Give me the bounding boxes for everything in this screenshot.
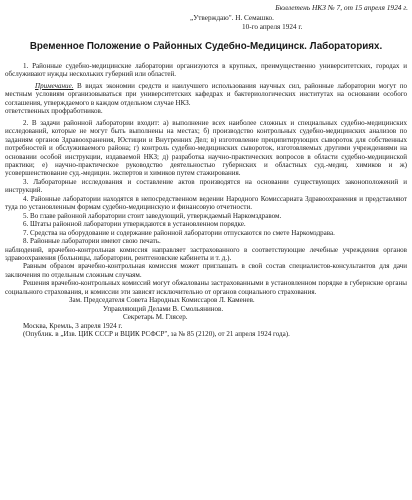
note-tail: ответственных профработников. (5, 107, 103, 116)
document-title: Временное Положение о Районных Судебно-Медицинск. Лабораториях. (29, 41, 383, 52)
note-label: Примечание. (35, 81, 74, 90)
running-header: Бюллетень НКЗ № 7, от 15 апреля 1924 г. (275, 3, 408, 12)
note-text: В видах экономии средств и наилучшего использования научных сил, районные лаборатории могут по местным условиям организовываться при университетских кафедрах и бактериологических институтах на основании особого соглашения, утверждаемого в каждом отдельном случае НКЗ. (5, 81, 407, 107)
paragraph-8: 8. Районные лаборатории имеют свою печать. (23, 237, 161, 246)
paragraph-1: 1. Районные судебно-медицинские лаборатории организуются в крупных, преимущественно университетских, городах и обслуживают нужды нескольких губерний или областей. (5, 62, 407, 79)
continuation-2: Равным образом врачебно-контрольная комиссия может приглашать в свой состав специалистов-консультантов для дачи заключения по отдельным сложным случаям. (5, 262, 407, 279)
approval-line: „Утверждаю". Н. Семашко. (190, 14, 274, 22)
signature-deputy-chair: Зам. Председателя Совета Народных Комиссаров Л. Каменев. (69, 296, 255, 305)
publication-note: (Опублик. в „Изв. ЦИК СССР и ВЦИК РСФСР", за № 85 (2120), от 21 апреля 1924 года). (23, 330, 290, 339)
approval-stamp (190, 14, 400, 31)
note-paragraph (5, 82, 407, 107)
signature-secretary: Секретарь М. Глясер. (123, 313, 188, 322)
signature-business-manager: Управляющий Делами В. Смольянинов. (103, 304, 224, 313)
continuation-1: наблюдений, врачебно-контрольная комиссия направляет застрахованного в соответствующие лечебные учреждения органов здравоохранения (больницы, лаборатории, рентгеновские кабинеты и т. д.). (5, 245, 407, 262)
continuation-3: Решения врачебно-контрольных комиссий могут обжалованы застрахованными в установленном порядке в губернские органы социального страхования, и комиссии эти зависят исключительно от органов социального страхования. (5, 279, 407, 296)
paragraph-7: 7. Средства на оборудование и содержание районной лаборатории отпускаются по смете Наркомздрава. (23, 228, 335, 237)
paragraph-4: 4. Районные лаборатории находятся в непосредственном ведении Народного Комиссариата Здравоохранения и представляют туда по установленным формам судебно-медицинскую и финансовую отчетности. (5, 194, 407, 212)
paragraph-5: 5. Во главе районной лаборатории стоит заведующий, утверждаемый Наркомздравом. (23, 211, 282, 220)
signature-block (5, 296, 407, 338)
approval-date: 10-го апреля 1924 г. (242, 22, 303, 31)
paragraph-2: 2. В задачи районной лаборатории входит: а) выполнение всех наиболее сложных и специальных судебно-медицинских исследований, которые не могут быть выполнены на местах; б) производство контрольных судебно-медицинских анализов по заданиям органов Здравоохранения, Юстиции и Внутренних Дел; в) изготовление преципитирующих сывороток для собственных потребностей и обслуживаемого района; г) контроль судебно-медицинских сывороток, изготовляемых другими учреждениями на основании особой инструкции, издаваемой НКЗ; д) разработка научно-практических вопросов в области судебно-медицинской практики; е) научно-практическое руководство деятельностью губернских и областных суд.-медиц. химиков и ж) усовершенствование суд.-медицин. экспертов и химиков путем стажирования. (5, 118, 407, 178)
paragraph-6: 6. Штаты районной лаборатории утверждаются в установленном порядке. (23, 220, 246, 229)
paragraph-3: 3. Лабораторные исследования и составление актов производятся на основании существующих законоположений и инструкций. (5, 177, 407, 195)
place-date: Москва, Кремль, 3 апреля 1924 г. (23, 321, 123, 330)
document-body (5, 62, 407, 339)
